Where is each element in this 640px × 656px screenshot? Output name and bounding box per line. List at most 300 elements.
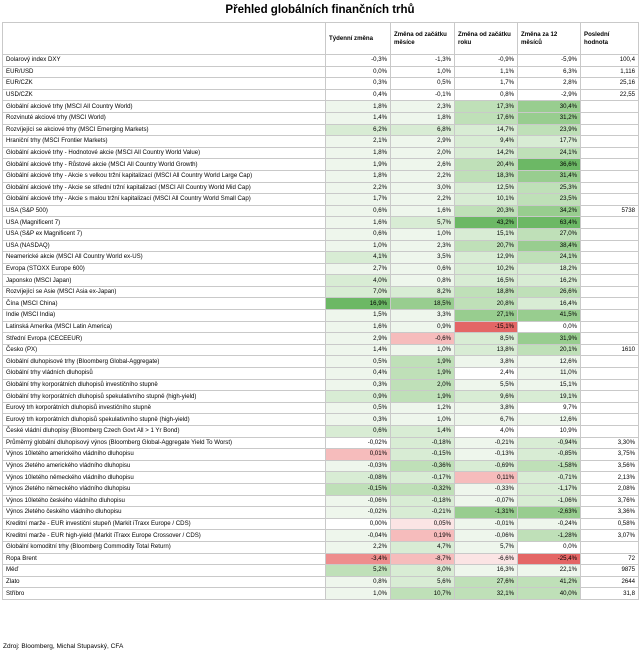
cell-12m-change: 24,1% <box>518 252 581 264</box>
table-row <box>3 576 639 588</box>
cell-12m-change: 26,6% <box>518 286 581 298</box>
cell-weekly-change: 2,9% <box>326 333 391 345</box>
cell-mtd-change: 0,19% <box>391 530 455 542</box>
table-row <box>3 368 639 380</box>
row-label: Latinská Amerika (MSCI Latin America) <box>3 321 326 333</box>
cell-12m-change: -1,58% <box>518 460 581 472</box>
cell-mtd-change: 8,2% <box>391 286 455 298</box>
cell-ytd-change: 3,8% <box>455 356 518 368</box>
cell-weekly-change: 1,8% <box>326 147 391 159</box>
cell-weekly-change: 1,4% <box>326 112 391 124</box>
row-label: Eurový trh korporátních dluhopisů investičního stupně <box>3 402 326 414</box>
cell-12m-change: 6,3% <box>518 66 581 78</box>
cell-ytd-change: -0,33% <box>455 483 518 495</box>
cell-mtd-change: 8,0% <box>391 565 455 577</box>
cell-mtd-change: 2,3% <box>391 101 455 113</box>
header-label-column <box>3 23 326 55</box>
cell-ytd-change: -6,6% <box>455 553 518 565</box>
cell-weekly-change: 2,7% <box>326 263 391 275</box>
cell-weekly-change: -0,03% <box>326 460 391 472</box>
cell-mtd-change: 5,7% <box>391 217 455 229</box>
cell-mtd-change: -0,18% <box>391 437 455 449</box>
cell-ytd-change: 16,3% <box>455 565 518 577</box>
table-row <box>3 310 639 322</box>
cell-last-value <box>581 136 639 148</box>
cell-12m-change: -0,24% <box>518 518 581 530</box>
row-label: Indie (MSCI India) <box>3 310 326 322</box>
cell-last-value <box>581 170 639 182</box>
cell-ytd-change: 2,4% <box>455 368 518 380</box>
cell-weekly-change: 4,1% <box>326 252 391 264</box>
cell-weekly-change: 2,1% <box>326 136 391 148</box>
cell-mtd-change: 1,9% <box>391 368 455 380</box>
cell-last-value <box>581 298 639 310</box>
row-label: Globální akciové trhy (MSCI All Country World) <box>3 101 326 113</box>
cell-ytd-change: 32,1% <box>455 588 518 600</box>
row-label: Globální akciové trhy - Růstové akcie (MSCI All Country World Growth) <box>3 159 326 171</box>
cell-weekly-change: 0,00% <box>326 518 391 530</box>
cell-weekly-change: -0,04% <box>326 530 391 542</box>
cell-last-value <box>581 194 639 206</box>
cell-mtd-change: 2,0% <box>391 147 455 159</box>
cell-last-value <box>581 321 639 333</box>
table-row <box>3 483 639 495</box>
cell-ytd-change: -0,06% <box>455 530 518 542</box>
row-label: Globální dluhopisové trhy (Bloomberg Global-Aggregate) <box>3 356 326 368</box>
table-row <box>3 275 639 287</box>
cell-12m-change: 31,4% <box>518 170 581 182</box>
cell-ytd-change: 13,8% <box>455 344 518 356</box>
cell-last-value <box>581 426 639 438</box>
cell-mtd-change: -0,32% <box>391 483 455 495</box>
table-row <box>3 356 639 368</box>
cell-last-value: 3,75% <box>581 449 639 461</box>
cell-ytd-change: 1,1% <box>455 66 518 78</box>
cell-12m-change: 31,2% <box>518 112 581 124</box>
cell-ytd-change: 10,2% <box>455 263 518 275</box>
cell-last-value <box>581 217 639 229</box>
cell-ytd-change: 4,0% <box>455 426 518 438</box>
row-label: Výnos 2letého českého vládního dluhopisu <box>3 507 326 519</box>
row-label: Rozvíjející se Asie (MSCI Asia ex-Japan) <box>3 286 326 298</box>
row-label: Japonsko (MSCI Japan) <box>3 275 326 287</box>
cell-ytd-change: 20,4% <box>455 159 518 171</box>
row-label: Globální akciové trhy - Akcie s velkou tržní kapitalizací (MSCI All Country World Large Cap) <box>3 170 326 182</box>
cell-weekly-change: 0,9% <box>326 391 391 403</box>
cell-ytd-change: 12,5% <box>455 182 518 194</box>
row-label: Evropa (STOXX Europe 600) <box>3 263 326 275</box>
cell-mtd-change: -0,1% <box>391 89 455 101</box>
cell-ytd-change: -15,1% <box>455 321 518 333</box>
table-row <box>3 507 639 519</box>
cell-mtd-change: -0,21% <box>391 507 455 519</box>
cell-last-value <box>581 402 639 414</box>
cell-last-value: 3,76% <box>581 495 639 507</box>
cell-last-value <box>581 368 639 380</box>
row-label: Globální akciové trhy - Akcie se střední tržní kapitalizací (MSCI All Country World Mid Cap) <box>3 182 326 194</box>
cell-last-value <box>581 263 639 275</box>
cell-12m-change: 23,9% <box>518 124 581 136</box>
row-label: Čína (MSCI China) <box>3 298 326 310</box>
cell-12m-change: 36,6% <box>518 159 581 171</box>
table-row <box>3 472 639 484</box>
cell-12m-change: -1,28% <box>518 530 581 542</box>
cell-12m-change: -25,4% <box>518 553 581 565</box>
table-row <box>3 426 639 438</box>
cell-weekly-change: 0,6% <box>326 228 391 240</box>
cell-mtd-change: 2,2% <box>391 194 455 206</box>
cell-weekly-change: 0,4% <box>326 89 391 101</box>
table-row <box>3 136 639 148</box>
table-header-row <box>3 23 639 55</box>
cell-mtd-change: -8,7% <box>391 553 455 565</box>
cell-weekly-change: 0,8% <box>326 576 391 588</box>
cell-last-value <box>581 310 639 322</box>
cell-12m-change: 20,1% <box>518 344 581 356</box>
cell-weekly-change: 16,9% <box>326 298 391 310</box>
table-row <box>3 240 639 252</box>
cell-mtd-change: -1,3% <box>391 55 455 67</box>
cell-ytd-change: -1,31% <box>455 507 518 519</box>
cell-last-value: 72 <box>581 553 639 565</box>
cell-mtd-change: 1,0% <box>391 414 455 426</box>
row-label: USD/CZK <box>3 89 326 101</box>
cell-weekly-change: 0,3% <box>326 78 391 90</box>
cell-last-value: 3,07% <box>581 530 639 542</box>
cell-ytd-change: 16,5% <box>455 275 518 287</box>
header-12m-change: Změna za 12 měsíců <box>518 23 581 55</box>
cell-mtd-change: 4,7% <box>391 541 455 553</box>
cell-ytd-change: 5,7% <box>455 541 518 553</box>
row-label: Výnos 10letého českého vládního dluhopisu <box>3 495 326 507</box>
cell-weekly-change: 1,8% <box>326 170 391 182</box>
cell-last-value: 1610 <box>581 344 639 356</box>
table-row <box>3 530 639 542</box>
cell-12m-change: 10,9% <box>518 426 581 438</box>
markets-table <box>2 22 639 600</box>
cell-last-value <box>581 379 639 391</box>
cell-mtd-change: -0,36% <box>391 460 455 472</box>
cell-mtd-change: 0,6% <box>391 263 455 275</box>
table-row <box>3 565 639 577</box>
cell-weekly-change: 1,7% <box>326 194 391 206</box>
cell-last-value <box>581 147 639 159</box>
row-label: Globální trhy korporátních dluhopisů investičního stupně <box>3 379 326 391</box>
table-row <box>3 182 639 194</box>
table-row <box>3 495 639 507</box>
cell-12m-change: 27,0% <box>518 228 581 240</box>
row-label: Česko (PX) <box>3 344 326 356</box>
cell-last-value: 5738 <box>581 205 639 217</box>
table-body <box>3 55 639 600</box>
cell-weekly-change: 1,6% <box>326 217 391 229</box>
cell-mtd-change: 3,3% <box>391 310 455 322</box>
cell-ytd-change: 12,9% <box>455 252 518 264</box>
cell-last-value <box>581 182 639 194</box>
cell-mtd-change: 18,5% <box>391 298 455 310</box>
cell-12m-change: -1,06% <box>518 495 581 507</box>
cell-last-value <box>581 356 639 368</box>
table-row <box>3 298 639 310</box>
header-mtd-change: Změna od začátku měsíce <box>391 23 455 55</box>
table-row <box>3 194 639 206</box>
cell-last-value <box>581 240 639 252</box>
cell-ytd-change: -0,13% <box>455 449 518 461</box>
cell-mtd-change: 2,0% <box>391 379 455 391</box>
table-row <box>3 553 639 565</box>
cell-mtd-change: 0,8% <box>391 275 455 287</box>
row-label: Eurový trh korporátních dluhopisů spekulativního stupně (high-yield) <box>3 414 326 426</box>
row-label: USA (S&P ex Magnificent 7) <box>3 228 326 240</box>
table-row <box>3 449 639 461</box>
cell-ytd-change: 17,3% <box>455 101 518 113</box>
row-label: Střední Evropa (CECEEUR) <box>3 333 326 345</box>
cell-12m-change: 18,2% <box>518 263 581 275</box>
row-label: Hraniční trhy (MSCI Frontier Markets) <box>3 136 326 148</box>
cell-12m-change: 9,7% <box>518 402 581 414</box>
cell-last-value: 22,55 <box>581 89 639 101</box>
cell-12m-change: -5,9% <box>518 55 581 67</box>
row-label: Globální trhy vládních dluhopisů <box>3 368 326 380</box>
table-row <box>3 112 639 124</box>
cell-mtd-change: 1,6% <box>391 205 455 217</box>
cell-last-value: 100,4 <box>581 55 639 67</box>
cell-ytd-change: 20,3% <box>455 205 518 217</box>
cell-12m-change: 16,2% <box>518 275 581 287</box>
table-row <box>3 437 639 449</box>
cell-weekly-change: 0,4% <box>326 368 391 380</box>
cell-ytd-change: 8,5% <box>455 333 518 345</box>
cell-mtd-change: 6,8% <box>391 124 455 136</box>
table-row <box>3 205 639 217</box>
cell-ytd-change: 20,8% <box>455 298 518 310</box>
row-label: Výnos 2letého amerického vládního dluhopisu <box>3 460 326 472</box>
cell-last-value <box>581 228 639 240</box>
table-row <box>3 124 639 136</box>
cell-weekly-change: 0,5% <box>326 402 391 414</box>
cell-weekly-change: 5,2% <box>326 565 391 577</box>
table-row <box>3 66 639 78</box>
cell-12m-change: 38,4% <box>518 240 581 252</box>
cell-12m-change: 31,9% <box>518 333 581 345</box>
cell-mtd-change: 1,9% <box>391 356 455 368</box>
page-title: Přehled globálních finančních trhů <box>225 4 415 16</box>
cell-last-value <box>581 414 639 426</box>
cell-weekly-change: -3,4% <box>326 553 391 565</box>
row-label: Ropa Brent <box>3 553 326 565</box>
row-label: Výnos 10letého německého vládního dluhopisu <box>3 472 326 484</box>
cell-12m-change: -1,17% <box>518 483 581 495</box>
cell-last-value <box>581 159 639 171</box>
cell-last-value: 0,58% <box>581 518 639 530</box>
table-row <box>3 252 639 264</box>
cell-weekly-change: 0,6% <box>326 426 391 438</box>
cell-weekly-change: 0,01% <box>326 449 391 461</box>
cell-ytd-change: 14,7% <box>455 124 518 136</box>
table-row <box>3 321 639 333</box>
cell-mtd-change: 1,8% <box>391 112 455 124</box>
cell-12m-change: 16,4% <box>518 298 581 310</box>
cell-ytd-change: 27,6% <box>455 576 518 588</box>
cell-12m-change: 17,7% <box>518 136 581 148</box>
row-label: Globální akciové trhy - Hodnotové akcie (MSCI All Country World Value) <box>3 147 326 159</box>
row-label: České vládní dluhopisy (Bloomberg Czech Govt All > 1 Yr Bond) <box>3 426 326 438</box>
cell-mtd-change: 2,9% <box>391 136 455 148</box>
cell-last-value <box>581 391 639 403</box>
cell-ytd-change: 14,2% <box>455 147 518 159</box>
cell-last-value: 3,30% <box>581 437 639 449</box>
cell-ytd-change: 9,6% <box>455 391 518 403</box>
cell-last-value <box>581 541 639 553</box>
cell-weekly-change: -0,15% <box>326 483 391 495</box>
cell-ytd-change: 6,7% <box>455 414 518 426</box>
table-row <box>3 263 639 275</box>
cell-weekly-change: 2,2% <box>326 541 391 553</box>
cell-last-value: 31,8 <box>581 588 639 600</box>
cell-mtd-change: 2,3% <box>391 240 455 252</box>
cell-weekly-change: -0,02% <box>326 507 391 519</box>
cell-weekly-change: -0,02% <box>326 437 391 449</box>
source-footnote: Zdroj: Bloomberg, Michal Stupavský, CFA <box>3 643 124 650</box>
cell-ytd-change: 1,7% <box>455 78 518 90</box>
cell-mtd-change: 2,6% <box>391 159 455 171</box>
row-label: USA (Magnificent 7) <box>3 217 326 229</box>
cell-weekly-change: -0,3% <box>326 55 391 67</box>
table-row <box>3 217 639 229</box>
cell-mtd-change: 2,2% <box>391 170 455 182</box>
table-row <box>3 55 639 67</box>
table-row <box>3 379 639 391</box>
cell-weekly-change: 1,5% <box>326 310 391 322</box>
row-label: Globální akciové trhy - Akcie s malou tržní kapitalizací (MSCI All Country World Small Cap) <box>3 194 326 206</box>
cell-last-value: 2644 <box>581 576 639 588</box>
cell-last-value: 3,36% <box>581 507 639 519</box>
cell-mtd-change: 1,0% <box>391 228 455 240</box>
row-label: USA (NASDAQ) <box>3 240 326 252</box>
cell-ytd-change: 18,3% <box>455 170 518 182</box>
cell-weekly-change: 0,3% <box>326 414 391 426</box>
table-row <box>3 402 639 414</box>
cell-weekly-change: 1,9% <box>326 159 391 171</box>
cell-mtd-change: -0,18% <box>391 495 455 507</box>
cell-last-value: 2,08% <box>581 483 639 495</box>
cell-last-value: 1,116 <box>581 66 639 78</box>
cell-last-value <box>581 124 639 136</box>
cell-12m-change: 11,0% <box>518 368 581 380</box>
header-ytd-change: Změna od začátku roku <box>455 23 518 55</box>
table-row <box>3 89 639 101</box>
cell-ytd-change: -0,9% <box>455 55 518 67</box>
cell-ytd-change: 27,1% <box>455 310 518 322</box>
cell-weekly-change: 4,0% <box>326 275 391 287</box>
cell-weekly-change: 1,0% <box>326 240 391 252</box>
row-label: Neamerické akcie (MSCI All Country World ex-US) <box>3 252 326 264</box>
table-row <box>3 333 639 345</box>
cell-last-value <box>581 286 639 298</box>
cell-12m-change: 2,8% <box>518 78 581 90</box>
table-row <box>3 228 639 240</box>
row-label: Měď <box>3 565 326 577</box>
table-row <box>3 147 639 159</box>
cell-12m-change: 34,2% <box>518 205 581 217</box>
cell-ytd-change: 5,5% <box>455 379 518 391</box>
header-weekly-change: Týdenní změna <box>326 23 391 55</box>
cell-weekly-change: 7,0% <box>326 286 391 298</box>
cell-12m-change: 12,6% <box>518 356 581 368</box>
cell-mtd-change: 5,6% <box>391 576 455 588</box>
cell-ytd-change: -0,07% <box>455 495 518 507</box>
row-label: EUR/USD <box>3 66 326 78</box>
row-label: Zlato <box>3 576 326 588</box>
cell-weekly-change: 0,0% <box>326 66 391 78</box>
cell-mtd-change: 0,5% <box>391 78 455 90</box>
cell-last-value <box>581 252 639 264</box>
cell-last-value: 9875 <box>581 565 639 577</box>
cell-weekly-change: 0,3% <box>326 379 391 391</box>
cell-mtd-change: 1,4% <box>391 426 455 438</box>
cell-weekly-change: 1,0% <box>326 588 391 600</box>
table-row <box>3 344 639 356</box>
table-row <box>3 78 639 90</box>
cell-12m-change: 41,5% <box>518 310 581 322</box>
cell-mtd-change: 1,0% <box>391 344 455 356</box>
cell-12m-change: 12,6% <box>518 414 581 426</box>
row-label: Kreditní marže - EUR high-yield (Markit iTraxx Europe Crossover / CDS) <box>3 530 326 542</box>
row-label: Výnos 10letého amerického vládního dluhopisu <box>3 449 326 461</box>
cell-12m-change: 0,0% <box>518 321 581 333</box>
row-label: Globální trhy korporátních dluhopisů spekulativního stupně (high-yield) <box>3 391 326 403</box>
table-row <box>3 518 639 530</box>
cell-last-value: 2,13% <box>581 472 639 484</box>
cell-weekly-change: 0,5% <box>326 356 391 368</box>
row-label: Rozvíjející se akciové trhy (MSCI Emerging Markets) <box>3 124 326 136</box>
header-last-value: Poslední hodnota <box>581 23 639 55</box>
cell-12m-change: 23,5% <box>518 194 581 206</box>
cell-ytd-change: -0,21% <box>455 437 518 449</box>
cell-ytd-change: 17,6% <box>455 112 518 124</box>
cell-ytd-change: -0,01% <box>455 518 518 530</box>
table-row <box>3 391 639 403</box>
cell-12m-change: 15,1% <box>518 379 581 391</box>
cell-ytd-change: 43,2% <box>455 217 518 229</box>
cell-12m-change: -0,94% <box>518 437 581 449</box>
row-label: Rozvinuté akciové trhy (MSCI World) <box>3 112 326 124</box>
row-label: Kreditní marže - EUR investiční stupeň (Markit iTraxx Europe / CDS) <box>3 518 326 530</box>
row-label: Stříbro <box>3 588 326 600</box>
cell-mtd-change: 1,0% <box>391 66 455 78</box>
cell-12m-change: -2,9% <box>518 89 581 101</box>
cell-12m-change: -0,85% <box>518 449 581 461</box>
cell-12m-change: 41,2% <box>518 576 581 588</box>
cell-weekly-change: 2,2% <box>326 182 391 194</box>
table-row <box>3 286 639 298</box>
cell-ytd-change: -0,69% <box>455 460 518 472</box>
cell-last-value <box>581 112 639 124</box>
cell-last-value <box>581 101 639 113</box>
cell-mtd-change: 3,5% <box>391 252 455 264</box>
cell-mtd-change: 0,05% <box>391 518 455 530</box>
row-label: USA (S&P 500) <box>3 205 326 217</box>
table-row <box>3 101 639 113</box>
row-label: Průměrný globální dluhopisový výnos (Bloomberg Global-Aggregate Yield To Worst) <box>3 437 326 449</box>
cell-ytd-change: 0,8% <box>455 89 518 101</box>
cell-12m-change: 22,1% <box>518 565 581 577</box>
cell-weekly-change: -0,06% <box>326 495 391 507</box>
cell-12m-change: 25,3% <box>518 182 581 194</box>
cell-mtd-change: -0,15% <box>391 449 455 461</box>
cell-mtd-change: -0,17% <box>391 472 455 484</box>
cell-ytd-change: 20,7% <box>455 240 518 252</box>
